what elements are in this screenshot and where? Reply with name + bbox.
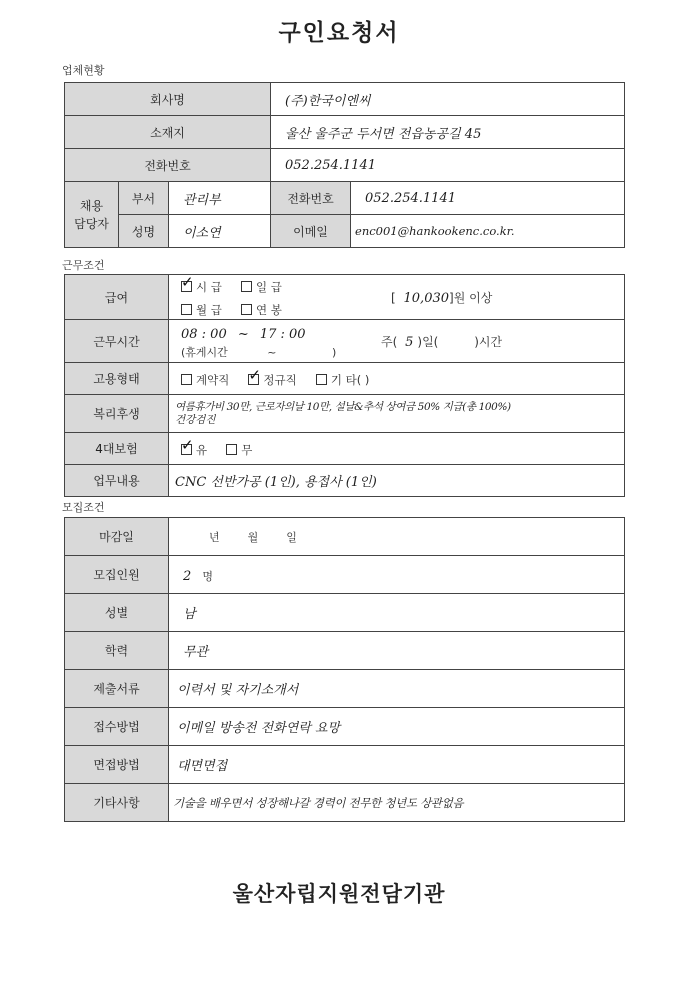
pay-hourly-label: 시 급 [196,280,222,294]
pay-amount-suffix: ]원 이상 [449,290,493,305]
email-value: enc001@hankookenc.co.kr. [351,215,625,248]
gender-label: 성별 [65,594,169,632]
headcount-label: 모집인원 [65,556,169,594]
document-title: 구인요청서 [278,20,400,46]
address-label: 소재지 [65,116,271,149]
manager-phone-value: 052.254.1141 [351,182,625,215]
company-name-value: (주)한국이엔씨 [271,83,625,116]
section-label-recruit: 모집조건 [62,501,105,514]
welfare-label: 복리후생 [65,395,169,433]
company-phone-label: 전화번호 [65,149,271,182]
week-prefix: 주( [381,334,398,349]
welfare-line-2: 건강검진 [175,413,216,426]
duties-label: 업무내용 [65,465,169,497]
application-method-label: 접수방법 [65,708,169,746]
company-phone-value: 052.254.1141 [271,149,625,182]
footer-organization: 울산자립지원전담기관 [232,882,446,906]
education-value: 무관 [169,632,625,670]
week-days: 5 [405,334,414,350]
hours-start: 08 : 00 [181,326,227,342]
work-table [64,274,625,497]
education-label: 학력 [65,632,169,670]
pay-monthly-checkbox[interactable] [181,304,192,315]
insurance-label: 4대보험 [65,433,169,465]
pay-monthly-label: 월 급 [196,303,222,317]
other-notes-label: 기타사항 [65,784,169,822]
emp-regular-label: 정규직 [263,373,297,387]
pay-amount-prefix: [ [391,290,396,305]
gender-value: 남 [169,594,625,632]
application-method-value: 이메일 방송전 전화연락 요망 [169,708,625,746]
pay-yearly-checkbox[interactable] [241,304,252,315]
break-label: (휴게시간 [181,345,228,359]
pay-amount-value: 10,030 [403,290,450,306]
manager-name-label: 성명 [119,215,169,248]
insurance-yes-label: 유 [196,443,208,457]
hiring-manager-label: 채용 담당자 [65,182,119,248]
welfare-line-1: 여름휴가비 30만, 근로자의날 10만, 설날&추석 상여금 50% 지급(총 100%) [175,400,511,413]
company-name-label: 회사명 [65,83,271,116]
break-close: ) [332,345,337,359]
recruit-table [64,517,625,822]
section-label-work: 근무조건 [62,259,105,272]
pay-hourly-checkbox[interactable] [181,281,192,292]
hours-separator: ~ [237,326,249,342]
manager-phone-label: 전화번호 [271,182,351,215]
documents-label: 제출서류 [65,670,169,708]
emp-other-label: 기 타( ) [330,373,370,387]
dept-value: 관리부 [169,182,271,215]
emp-other-checkbox[interactable] [316,374,327,385]
duties-value: CNC 선반가공 (1인), 용접사 (1인) [169,465,625,497]
employment-type-label: 고용형태 [65,363,169,395]
insurance-yes-checkbox[interactable] [181,444,192,455]
other-notes-value: 기술을 배우면서 성장해나갈 경력이 전무한 청년도 상관없음 [169,784,625,822]
pay-label: 급여 [65,275,169,320]
emp-contract-label: 계약직 [196,373,230,387]
section-label-company: 업체현황 [62,64,105,77]
insurance-no-label: 무 [241,443,253,457]
week-suffix: )시간 [474,334,503,349]
emp-contract-checkbox[interactable] [181,374,192,385]
deadline-value: 년 월 일 [169,518,625,556]
documents-value: 이력서 및 자기소개서 [169,670,625,708]
interview-method-value: 대면면접 [169,746,625,784]
pay-daily-label: 일 급 [255,280,282,294]
company-table [64,82,625,248]
deadline-label: 마감일 [65,518,169,556]
hours-label: 근무시간 [65,320,169,363]
email-label: 이메일 [271,215,351,248]
hours-end: 17 : 00 [259,326,306,342]
headcount-value: 2 [183,569,192,584]
manager-name-value: 이소연 [169,215,271,248]
interview-method-label: 면접방법 [65,746,169,784]
insurance-no-checkbox[interactable] [226,444,237,455]
pay-daily-checkbox[interactable] [241,281,252,292]
pay-yearly-label: 연 봉 [255,303,282,317]
break-separator: ~ [267,345,277,359]
headcount-unit: 명 [202,570,214,583]
dept-label: 부서 [119,182,169,215]
address-value: 울산 울주군 두서면 전읍농공길 45 [271,116,625,149]
week-mid: )일( [417,334,439,349]
emp-regular-checkbox[interactable] [248,374,259,385]
